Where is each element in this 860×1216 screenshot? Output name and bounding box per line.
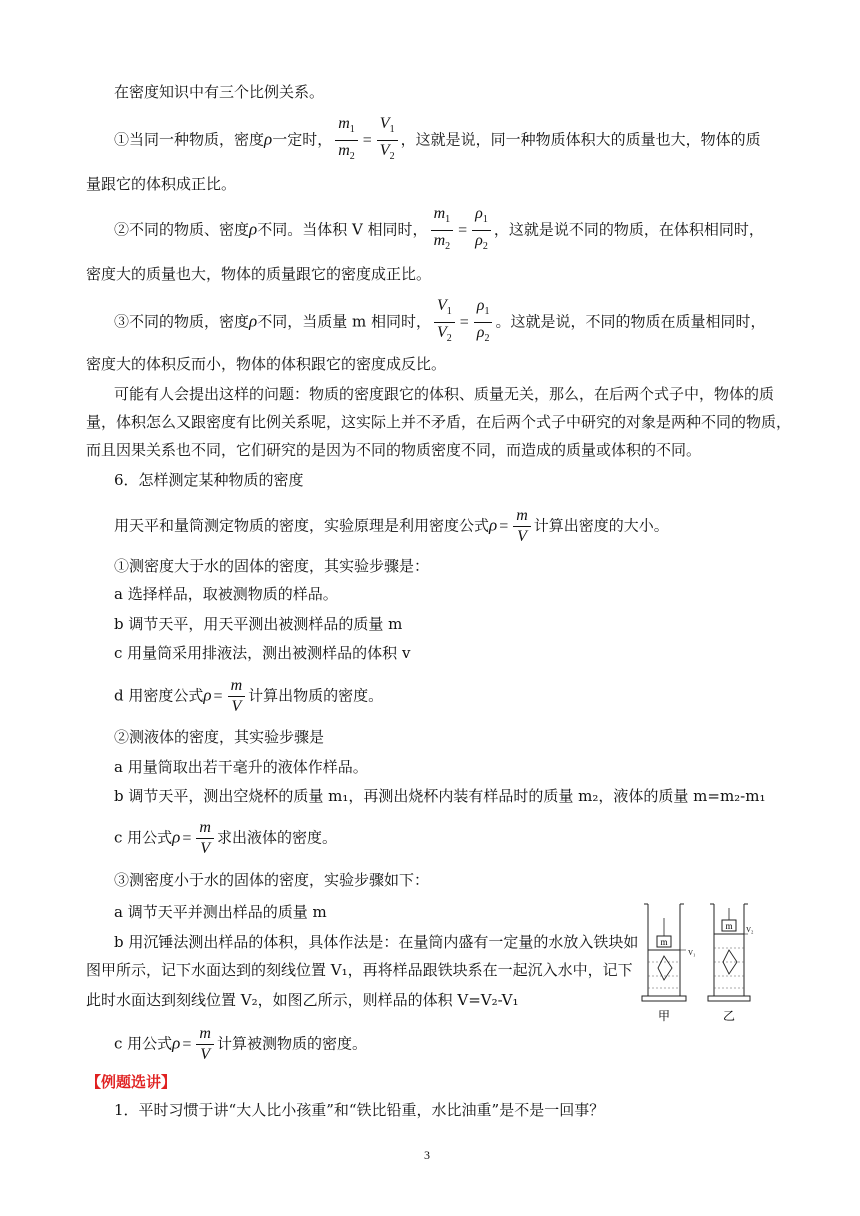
method-3-step-b-2: 图甲所示，记下水面达到的刻线位置 V₁，再将样品跟铁块系在一起沉入水中，记下 bbox=[86, 961, 633, 979]
method-1-step-b: b 调节天平，用天平测出被测样品的质量 m bbox=[114, 615, 403, 633]
relation-3-line: ③不同的物质，密度ρ不同，当质量 m 相同时， $\frac{V_1}{V_2}$ = $\frac{\rho_1}{\rho_2}$ 。这就是说，不同的物质在质量相同时， bbox=[114, 296, 765, 349]
relation-1-line: ①当同一种物质，密度ρ一定时， $\frac{m_1}{m_2}$ = $\frac{V_1}{V_2}$ ，这就是说，同一种物质体积大的质量也大，物体的质 bbox=[114, 114, 761, 167]
question-line-2: 量，体积怎么又跟密度有比例关系呢，这实际上并不矛盾，在后两个式子中研究的对象是两种不同的物质， bbox=[86, 413, 792, 431]
method-1-step-a: a 选择样品，取被测物质的样品。 bbox=[114, 585, 338, 603]
question-line-1: 可能有人会提出这样的问题：物质的密度跟它的体积、质量无关，那么，在后两个式子中，物体的质 bbox=[114, 385, 775, 403]
method-3-step-b-1: b 用沉锤法测出样品的体积，具体作法是：在量筒内盛有一定量的水放入铁块如 bbox=[114, 933, 639, 951]
relation-1-cont: 量跟它的体积成正比。 bbox=[86, 175, 237, 193]
block-label: m bbox=[660, 937, 668, 947]
fraction-m-over-v: $\frac{m}{V}$ bbox=[513, 506, 531, 547]
method-3-title: ③测密度小于水的固体的密度，实验步骤如下： bbox=[114, 871, 430, 889]
method-1-step-d: d 用密度公式ρ = $\frac{m}{V}$ 计算出物质的密度。 bbox=[114, 677, 384, 715]
method-2-step-a: a 用量筒取出若干毫升的液体作样品。 bbox=[114, 758, 368, 776]
section-6-heading: 6．怎样测定某种物质的密度 bbox=[114, 471, 304, 489]
cylinder-jia bbox=[642, 904, 696, 1023]
method-2-title: ②测液体的密度，其实验步骤是 bbox=[114, 728, 325, 746]
fraction-m-over-v: $\frac{m}{V}$ bbox=[228, 676, 246, 717]
method-2-step-b: b 调节天平，测出空烧杯的质量 m₁，再测出烧杯内装有样品时的质量 m₂，液体的质量 m=m₂-m₁ bbox=[114, 787, 766, 805]
fraction-m-over-v: $\frac{m}{V}$ bbox=[196, 818, 214, 859]
label-yi: 乙 bbox=[722, 1009, 736, 1023]
cylinder-figure bbox=[640, 898, 772, 1048]
relation-3-cont: 密度大的体积反而小，物体的体积跟它的密度成反比。 bbox=[86, 355, 447, 373]
example-1: 1．平时习惯于讲“大人比小孩重”和“铁比铅重，水比油重”是不是一回事？ bbox=[114, 1101, 605, 1119]
fraction-m-over-v: $\frac{m}{V}$ bbox=[196, 1024, 214, 1065]
v2-label: V₂ bbox=[746, 926, 754, 934]
label-jia: 甲 bbox=[657, 1009, 671, 1023]
principle-line: 用天平和量筒测定物质的密度，实验原理是利用密度公式ρ = $\frac{m}{V}$ 计算出密度的大小。 bbox=[114, 507, 669, 545]
v1-label: V₁ bbox=[688, 949, 696, 957]
fraction-m1-m2: $\frac{m_1}{m_2}$ bbox=[431, 204, 454, 257]
fraction-v1-v2: $\frac{V_1}{V_2}$ bbox=[434, 296, 455, 349]
page-number: 3 bbox=[424, 1148, 430, 1162]
method-2-step-c: c 用公式ρ = $\frac{m}{V}$ 求出液体的密度。 bbox=[114, 819, 337, 857]
method-3-step-c: c 用公式ρ = $\frac{m}{V}$ 计算被测物质的密度。 bbox=[114, 1025, 367, 1063]
question-line-3: 而且因果关系也不同，它们研究的是因为不同的物质密度不同，而造成的质量或体积的不同。 bbox=[86, 441, 702, 459]
relation-2-cont: 密度大的质量也大，物体的质量跟它的密度成正比。 bbox=[86, 265, 432, 283]
fraction-m1-m2: $\frac{m_1}{m_2}$ bbox=[335, 114, 358, 167]
examples-heading: 【例题选讲】 bbox=[86, 1073, 177, 1091]
method-3-step-b-3: 此时水面达到刻线位置 V₂，如图乙所示，则样品的体积 V=V₂-V₁ bbox=[86, 991, 519, 1009]
fraction-rho1-rho2: $\frac{\rho_1}{\rho_2}$ bbox=[472, 204, 491, 257]
method-3-step-a: a 调节天平并测出样品的质量 m bbox=[114, 903, 327, 921]
relation-2-line: ②不同的物质、密度ρ不同。当体积 V 相同时， $\frac{m_1}{m_2}$ = $\frac{\rho_1}{\rho_2}$ ，这就是说不同的物质，在体积相同时， bbox=[114, 204, 764, 257]
cylinder-yi bbox=[708, 904, 754, 1023]
method-1-title: ①测密度大于水的固体的密度，其实验步骤是： bbox=[114, 557, 430, 575]
fraction-rho1-rho2: $\frac{\rho_1}{\rho_2}$ bbox=[474, 296, 493, 349]
intro-line: 在密度知识中有三个比例关系。 bbox=[114, 83, 325, 101]
block-label: m bbox=[725, 921, 733, 931]
fraction-v1-v2: $\frac{V_1}{V_2}$ bbox=[377, 114, 398, 167]
method-1-step-c: c 用量筒采用排液法，测出被测样品的体积 v bbox=[114, 644, 411, 662]
